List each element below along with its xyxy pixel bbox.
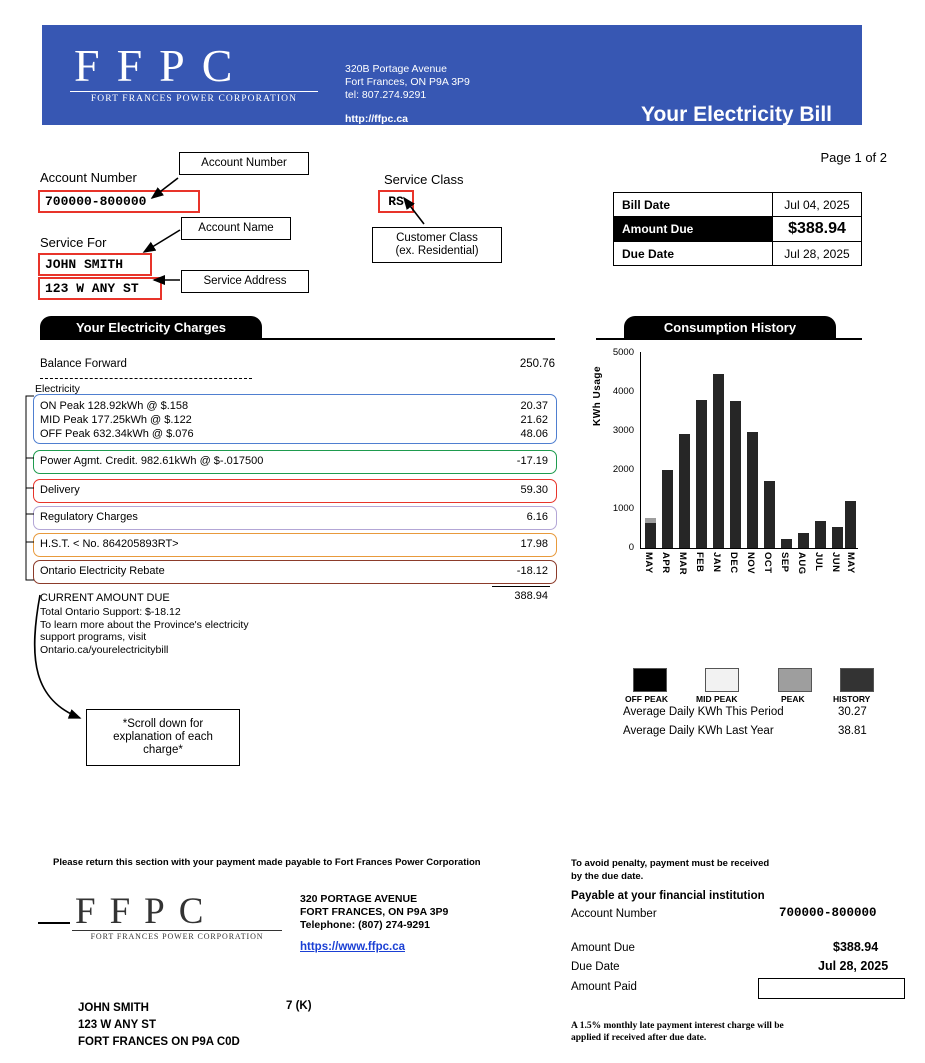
remittance-website-link[interactable]: https://www.ffpc.ca — [300, 941, 405, 953]
table-row — [614, 193, 862, 217]
chart-x-tick: OCT — [762, 552, 773, 574]
charge-desc: H.S.T. < No. 864205893RT> — [40, 538, 179, 550]
charge-amount: 6.16 — [526, 511, 548, 523]
charge-desc: Delivery — [40, 484, 80, 496]
page-indicator: Page 1 of 2 — [820, 150, 887, 165]
penalty-line2: by the due date. — [571, 871, 644, 882]
bill-date-label: Bill Date — [614, 193, 773, 217]
chart-bar — [764, 481, 775, 548]
service-class-label: Service Class — [384, 172, 464, 187]
chart-x-tick: MAY — [845, 552, 856, 574]
customer-address-line1: 123 W ANY ST — [78, 1019, 156, 1031]
charge-amount: 20.37 — [520, 400, 548, 412]
legend-swatch-peak — [778, 668, 812, 692]
remittance-logo-text: FFPC — [75, 891, 218, 932]
chart-x-axis — [640, 548, 858, 549]
company-address-line1: 320B Portage Avenue — [345, 63, 447, 75]
support-line4: Ontario.ca/yourelectricitybill — [40, 643, 169, 656]
callout-service-address: Service Address — [181, 270, 309, 293]
remittance-due-date-value: Jul 28, 2025 — [818, 959, 889, 973]
remittance-account-number-value: 700000-800000 — [779, 906, 877, 920]
company-logo — [70, 40, 320, 104]
support-line2: To learn more about the Province's electricity — [40, 618, 249, 631]
consumption-section-rule — [596, 338, 862, 340]
charge-amount: 59.30 — [520, 484, 548, 496]
chart-bar — [845, 501, 856, 548]
company-address — [345, 63, 470, 102]
charge-desc: Ontario Electricity Rebate — [40, 565, 165, 577]
company-logo-subtitle: FORT FRANCES POWER CORPORATION — [70, 91, 318, 104]
remittance-return-note: Please return this section with your payment made payable to Fort Frances Power Corporation — [53, 857, 481, 868]
chart-y-tick: 2000 — [612, 464, 634, 475]
chart-x-tick: APR — [660, 552, 671, 574]
company-phone: tel: 807.274.9291 — [345, 89, 427, 101]
chart-bar — [781, 539, 792, 548]
current-amount-due-value: 388.94 — [514, 590, 548, 602]
chart-bar — [798, 533, 809, 548]
fine-print-line1: A 1.5% monthly late payment interest charge will be — [571, 1021, 784, 1031]
chart-bars — [641, 352, 858, 548]
payable-at-label: Payable at your financial institution — [571, 890, 765, 902]
charges-section-rule — [40, 338, 555, 340]
chart-bar-peak-segment — [645, 518, 656, 523]
legend-label-peak: PEAK — [781, 694, 805, 704]
ontario-support-note — [40, 606, 360, 656]
charge-desc: ON Peak 128.92kWh @ $.158 — [40, 400, 189, 412]
table-row — [614, 242, 862, 266]
chart-bar — [679, 434, 690, 548]
callout-customer-class-line2: (ex. Residential) — [395, 245, 479, 257]
customer-address-block — [78, 1000, 240, 1051]
callout-account-number: Account Number — [179, 152, 309, 175]
account-number-value: 700000-800000 — [38, 190, 200, 213]
service-for-value: JOHN SMITH — [38, 253, 152, 276]
customer-name: JOHN SMITH — [78, 1002, 149, 1014]
service-class-value: RS — [378, 190, 414, 213]
chart-bar — [747, 432, 758, 548]
charges-total-rule — [492, 586, 550, 587]
account-number-label: Account Number — [40, 170, 137, 185]
chart-y-tick: 3000 — [612, 425, 634, 436]
consumption-chart — [592, 347, 862, 584]
chart-x-tick: JUN — [830, 552, 841, 573]
service-for-label: Service For — [40, 235, 107, 250]
chart-x-tick: MAR — [677, 552, 688, 576]
charge-desc: MID Peak 177.25kWh @ $.122 — [40, 414, 192, 426]
chart-bar — [815, 521, 826, 548]
charge-desc: Power Agmt. Credit. 982.61kWh @ $-.017500 — [40, 455, 264, 467]
customer-route-code: 7 (K) — [286, 1000, 312, 1012]
avg-this-period-value: 30.27 — [838, 706, 867, 718]
remittance-amount-due-value: $388.94 — [833, 940, 879, 954]
amount-due-label: Amount Due — [614, 217, 773, 242]
chart-y-tick: 5000 — [612, 347, 634, 358]
remittance-amount-paid-label: Amount Paid — [571, 981, 637, 993]
remittance-amount-due-label: Amount Due — [571, 942, 635, 954]
balance-forward-label: Balance Forward — [40, 358, 127, 370]
charge-desc: Regulatory Charges — [40, 511, 138, 523]
callout-account-name: Account Name — [181, 217, 291, 240]
callout-scroll-note — [86, 709, 240, 766]
legend-label-history: HISTORY — [833, 694, 871, 704]
legend-swatch-history — [840, 668, 874, 692]
remittance-dash — [38, 922, 70, 924]
late-payment-fine-print — [571, 1020, 871, 1044]
charges-section-title: Your Electricity Charges — [40, 316, 262, 338]
remittance-address — [300, 893, 448, 932]
company-website[interactable]: http://ffpc.ca — [345, 113, 408, 125]
avg-last-year-label: Average Daily KWh Last Year — [623, 725, 774, 737]
avg-this-period-label: Average Daily KWh This Period — [623, 706, 784, 718]
chart-bar — [713, 374, 724, 548]
legend-swatch-mid-peak — [705, 668, 739, 692]
callout-customer-class — [372, 227, 502, 263]
remittance-address-line2: FORT FRANCES, ON P9A 3P9 — [300, 906, 449, 918]
callout-scroll-line3: charge* — [143, 744, 183, 756]
chart-bar — [662, 470, 673, 548]
chart-bar — [696, 400, 707, 548]
fine-print-line2: applied if received after due date. — [571, 1033, 707, 1043]
company-logo-text: FFPC — [74, 40, 250, 91]
electricity-group-label: Electricity — [35, 383, 80, 395]
chart-x-tick: DEC — [728, 552, 739, 574]
chart-bar — [832, 527, 843, 548]
chart-x-tick: AUG — [796, 552, 807, 575]
charge-bracket-lines — [22, 392, 38, 588]
charge-desc: OFF Peak 632.34kWh @ $.076 — [40, 428, 194, 440]
chart-y-tick: 4000 — [612, 386, 634, 397]
service-address-value: 123 W ANY ST — [38, 277, 162, 300]
table-row — [614, 217, 862, 242]
remittance-phone: Telephone: (807) 274-9291 — [300, 919, 430, 931]
charges-dashed-divider — [40, 378, 252, 379]
legend-label-off-peak: OFF PEAK — [625, 694, 668, 704]
legend-label-mid-peak: MID PEAK — [696, 694, 738, 704]
chart-y-axis-label: KWh Usage — [592, 365, 603, 426]
callout-scroll-line2: explanation of each — [113, 731, 213, 743]
company-address-line2: Fort Frances, ON P9A 3P9 — [345, 76, 470, 88]
remittance-due-date-label: Due Date — [571, 961, 620, 973]
balance-forward-value: 250.76 — [519, 358, 555, 370]
avg-last-year-value: 38.81 — [838, 725, 867, 737]
chart-bar — [645, 523, 656, 548]
callout-customer-class-line1: Customer Class — [396, 232, 478, 244]
consumption-section-title: Consumption History — [624, 316, 836, 338]
header-banner — [42, 25, 862, 125]
chart-y-tick: 0 — [628, 542, 634, 553]
charge-amount: 21.62 — [520, 414, 548, 426]
remittance-address-line1: 320 PORTAGE AVENUE — [300, 893, 418, 905]
charge-amount: 48.06 — [520, 428, 548, 440]
chart-x-tick: NOV — [745, 552, 756, 575]
chart-x-tick: FEB — [694, 552, 705, 573]
callout-scroll-line1: *Scroll down for — [122, 718, 204, 730]
current-amount-due-label: CURRENT AMOUNT DUE — [40, 592, 170, 604]
remittance-logo-subtitle: FORT FRANCES POWER CORPORATION — [72, 930, 282, 941]
amount-paid-input[interactable] — [758, 978, 905, 999]
support-line3: support programs, visit — [40, 631, 147, 643]
customer-address-line2: FORT FRANCES ON P9A C0D — [78, 1036, 240, 1048]
chart-x-tick: SEP — [779, 552, 790, 573]
support-line1: Total Ontario Support: $-18.12 — [40, 606, 181, 618]
bill-summary-table — [613, 192, 862, 266]
chart-bar — [730, 401, 741, 548]
penalty-note — [571, 857, 871, 883]
bill-title: Your Electricity Bill — [641, 103, 832, 126]
charge-amount: -17.19 — [516, 455, 548, 467]
chart-x-tick: MAY — [643, 552, 654, 574]
due-date-value: Jul 28, 2025 — [773, 242, 862, 266]
remittance-account-number-label: Account Number — [571, 908, 657, 920]
chart-x-tick: JAN — [711, 552, 722, 573]
charge-amount: 17.98 — [520, 538, 548, 550]
legend-swatch-off-peak — [633, 668, 667, 692]
bill-date-value: Jul 04, 2025 — [773, 193, 862, 217]
chart-y-tick: 1000 — [612, 503, 634, 514]
amount-due-value: $388.94 — [773, 217, 862, 242]
penalty-line1: To avoid penalty, payment must be received — [571, 858, 770, 869]
remittance-logo — [72, 893, 284, 941]
due-date-label: Due Date — [614, 242, 773, 266]
chart-x-tick: JUL — [813, 552, 824, 572]
charge-amount: -18.12 — [516, 565, 548, 577]
